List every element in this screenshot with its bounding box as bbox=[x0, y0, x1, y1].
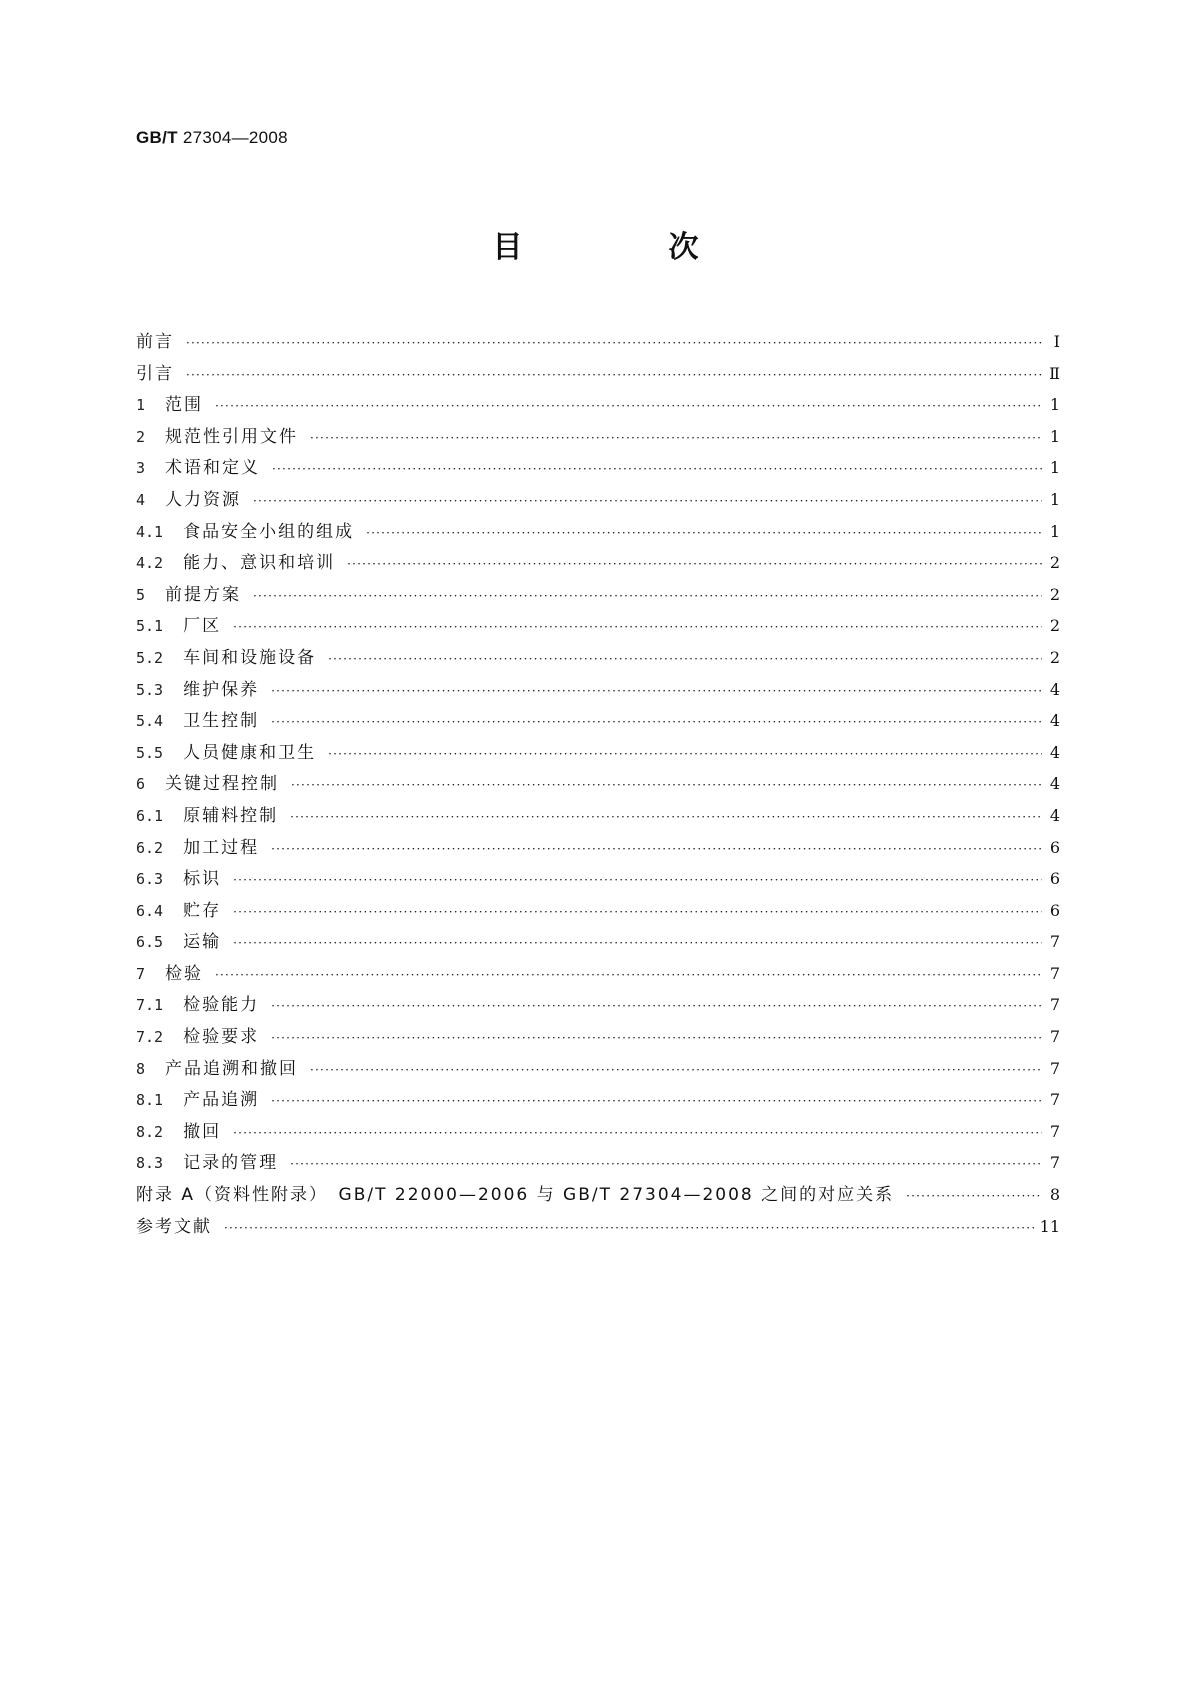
toc-entry-page: Ⅰ bbox=[1053, 332, 1060, 351]
toc-dot-leader bbox=[906, 1186, 1042, 1206]
toc-dot-leader bbox=[186, 333, 1042, 353]
toc-entry-page: Ⅱ bbox=[1049, 363, 1060, 383]
toc-entry-page: 1 bbox=[1049, 489, 1060, 509]
toc-entry-title: 贮存 bbox=[183, 900, 222, 921]
toc-entry-page: 4 bbox=[1049, 679, 1060, 699]
toc-entry-number: 6.5 bbox=[136, 933, 164, 952]
toc-entry-number: 6.1 bbox=[136, 806, 164, 825]
toc-entry[interactable] bbox=[136, 390, 1060, 422]
toc-entry-number: 4.2 bbox=[136, 554, 164, 573]
toc-entry-page: 6 bbox=[1049, 869, 1060, 889]
toc-entry-page: 7 bbox=[1049, 1058, 1060, 1078]
toc-entry-number: 6 bbox=[136, 775, 146, 794]
toc-entry-page: 7 bbox=[1049, 1121, 1060, 1141]
toc-entry-title: 检验能力 bbox=[183, 995, 260, 1016]
toc-entry-title: 车间和设施设备 bbox=[183, 647, 317, 668]
toc-entry[interactable] bbox=[136, 1085, 1060, 1117]
toc-entry-page: 1 bbox=[1049, 426, 1060, 446]
toc-entry-page: 7 bbox=[1049, 1027, 1060, 1047]
table-of-contents bbox=[136, 327, 1060, 1243]
toc-entry[interactable] bbox=[136, 1117, 1060, 1149]
toc-entry-title: 人员健康和卫生 bbox=[183, 742, 317, 763]
toc-entry-title: 引言 bbox=[136, 363, 174, 384]
toc-entry-page: 2 bbox=[1049, 647, 1060, 667]
toc-dot-leader bbox=[253, 586, 1042, 606]
toc-dot-leader bbox=[271, 839, 1042, 859]
toc-entry-page: 2 bbox=[1049, 553, 1060, 573]
toc-entry-title: 前言 bbox=[136, 332, 174, 352]
toc-entry[interactable] bbox=[136, 1054, 1060, 1086]
toc-entry-number: 5.3 bbox=[136, 680, 164, 699]
toc-entry-number: 5.4 bbox=[136, 712, 164, 731]
toc-entry-page: 4 bbox=[1049, 742, 1060, 762]
toc-entry-title: 维护保养 bbox=[183, 679, 260, 700]
toc-entry[interactable] bbox=[136, 453, 1060, 485]
toc-entry[interactable] bbox=[136, 1022, 1060, 1054]
toc-entry[interactable] bbox=[136, 611, 1060, 643]
toc-entry-number: 5.5 bbox=[136, 743, 164, 762]
toc-entry-number: 6.2 bbox=[136, 838, 164, 857]
toc-dot-leader bbox=[215, 965, 1042, 985]
toc-entry-number: 5 bbox=[136, 585, 146, 604]
toc-dot-leader bbox=[310, 428, 1042, 448]
toc-entry-number: 8.1 bbox=[136, 1091, 164, 1110]
toc-entry-title: 前提方案 bbox=[165, 584, 242, 605]
toc-entry-title: 检验 bbox=[165, 963, 204, 984]
toc-dot-leader bbox=[366, 523, 1042, 543]
toc-dot-leader bbox=[290, 1154, 1042, 1174]
toc-entry-title: 检验要求 bbox=[183, 1027, 260, 1048]
toc-entry[interactable] bbox=[136, 1148, 1060, 1180]
toc-entry-title: 术语和定义 bbox=[165, 458, 261, 479]
toc-entry-number: 5.1 bbox=[136, 617, 164, 636]
toc-entry[interactable] bbox=[136, 485, 1060, 517]
toc-entry-number: 7.2 bbox=[136, 1028, 164, 1047]
toc-entry-title: 食品安全小组的组成 bbox=[183, 521, 355, 542]
toc-entry[interactable] bbox=[136, 927, 1060, 959]
toc-dot-leader bbox=[310, 1060, 1042, 1080]
toc-entry-title: 产品追溯 bbox=[183, 1090, 260, 1111]
toc-entry-number: 2 bbox=[136, 427, 146, 446]
toc-dot-leader bbox=[347, 554, 1042, 574]
toc-entry-title: 规范性引用文件 bbox=[165, 426, 299, 447]
toc-dot-leader bbox=[224, 1218, 1034, 1238]
toc-entry[interactable] bbox=[136, 675, 1060, 707]
toc-entry-number: 7 bbox=[136, 964, 146, 983]
toc-entry-title: 记录的管理 bbox=[183, 1153, 279, 1174]
toc-entry[interactable] bbox=[136, 1180, 1060, 1212]
toc-dot-leader bbox=[290, 807, 1042, 827]
toc-dot-leader bbox=[233, 933, 1042, 953]
toc-entry-title: 卫生控制 bbox=[183, 711, 260, 732]
toc-entry[interactable] bbox=[136, 990, 1060, 1022]
toc-entry-page: 1 bbox=[1049, 395, 1060, 415]
toc-dot-leader bbox=[233, 1123, 1042, 1143]
toc-entry-title: 撤回 bbox=[183, 1121, 222, 1142]
toc-entry-title: 加工过程 bbox=[183, 837, 260, 858]
toc-entry-title: 人力资源 bbox=[165, 489, 242, 510]
toc-entry-page: 1 bbox=[1049, 521, 1060, 541]
toc-entry-title: 运输 bbox=[183, 932, 222, 953]
toc-dot-leader bbox=[253, 491, 1042, 511]
toc-entry-page: 7 bbox=[1049, 932, 1060, 952]
toc-entry-title: 原辅料控制 bbox=[183, 805, 279, 826]
toc-entry-title: 关键过程控制 bbox=[165, 774, 280, 795]
toc-entry-number: 7.1 bbox=[136, 996, 164, 1015]
toc-entry[interactable] bbox=[136, 548, 1060, 580]
toc-entry[interactable] bbox=[136, 833, 1060, 865]
toc-entry-page: 11 bbox=[1039, 1216, 1060, 1236]
toc-dot-leader bbox=[233, 617, 1042, 637]
toc-entry[interactable] bbox=[136, 801, 1060, 833]
toc-entry-page: 2 bbox=[1049, 616, 1060, 636]
document-code bbox=[136, 126, 288, 150]
toc-dot-leader bbox=[271, 681, 1042, 701]
toc-entry-page: 7 bbox=[1049, 963, 1060, 983]
toc-entry-number: 6.3 bbox=[136, 870, 164, 889]
toc-entry-title: 厂区 bbox=[183, 616, 222, 637]
toc-entry-title: 能力、意识和培训 bbox=[183, 553, 336, 574]
toc-entry-number: 4.1 bbox=[136, 522, 164, 541]
toc-entry-title: 范围 bbox=[165, 395, 204, 416]
toc-entry-page: 6 bbox=[1049, 900, 1060, 920]
toc-entry-title: 参考文献 bbox=[136, 1216, 212, 1237]
toc-dot-leader bbox=[328, 744, 1042, 764]
toc-entry[interactable] bbox=[136, 327, 1060, 359]
toc-entry-page: 8 bbox=[1049, 1185, 1060, 1205]
toc-entry-title: 附录 A（资料性附录） GB/T 22000—2006 与 GB/T 27304—2008 之间的对应关系 bbox=[136, 1185, 895, 1206]
toc-entry[interactable] bbox=[136, 359, 1060, 391]
toc-entry-page: 4 bbox=[1049, 711, 1060, 731]
toc-entry-title: 产品追溯和撤回 bbox=[165, 1058, 299, 1079]
toc-entry[interactable] bbox=[136, 738, 1060, 770]
toc-dot-leader bbox=[271, 1091, 1042, 1111]
toc-entry-number: 8 bbox=[136, 1059, 146, 1078]
toc-entry[interactable] bbox=[136, 517, 1060, 549]
toc-dot-leader bbox=[291, 775, 1042, 795]
toc-dot-leader bbox=[328, 649, 1042, 669]
toc-entry[interactable] bbox=[136, 769, 1060, 801]
toc-entry[interactable] bbox=[136, 643, 1060, 675]
toc-entry-number: 6.4 bbox=[136, 901, 164, 920]
toc-dot-leader bbox=[271, 996, 1042, 1016]
toc-entry[interactable] bbox=[136, 580, 1060, 612]
toc-dot-leader bbox=[271, 712, 1042, 732]
toc-heading: 目 次 bbox=[492, 230, 757, 265]
toc-entry-page: 7 bbox=[1049, 1090, 1060, 1110]
toc-entry-number: 3 bbox=[136, 459, 146, 478]
toc-dot-leader bbox=[233, 902, 1042, 922]
toc-entry-number: 5.2 bbox=[136, 648, 164, 667]
toc-dot-leader bbox=[233, 870, 1042, 890]
toc-entry-number: 8.2 bbox=[136, 1122, 164, 1141]
toc-entry-page: 1 bbox=[1049, 458, 1060, 478]
toc-entry-number: 4 bbox=[136, 490, 146, 509]
toc-dot-leader bbox=[186, 365, 1042, 385]
toc-dot-leader bbox=[271, 1028, 1042, 1048]
toc-entry-number: 8.3 bbox=[136, 1154, 164, 1173]
toc-entry-page: 2 bbox=[1049, 584, 1060, 604]
toc-entry[interactable] bbox=[136, 864, 1060, 896]
document-code-number: 27304—2008 bbox=[182, 128, 288, 147]
toc-entry-page: 4 bbox=[1049, 805, 1060, 825]
toc-entry-page: 7 bbox=[1049, 1153, 1060, 1173]
toc-dot-leader bbox=[272, 459, 1042, 479]
toc-entry-page: 7 bbox=[1049, 995, 1060, 1015]
toc-entry[interactable] bbox=[136, 959, 1060, 991]
toc-entry-title: 标识 bbox=[183, 869, 222, 890]
toc-entry[interactable] bbox=[136, 1212, 1060, 1244]
toc-entry-number: 1 bbox=[136, 396, 146, 415]
toc-dot-leader bbox=[215, 396, 1042, 416]
toc-entry[interactable] bbox=[136, 706, 1060, 738]
toc-entry-page: 4 bbox=[1049, 774, 1060, 794]
toc-entry[interactable] bbox=[136, 422, 1060, 454]
toc-entry[interactable] bbox=[136, 896, 1060, 928]
document-code-prefix: GB/T bbox=[136, 128, 178, 147]
toc-entry-page: 6 bbox=[1049, 837, 1060, 857]
